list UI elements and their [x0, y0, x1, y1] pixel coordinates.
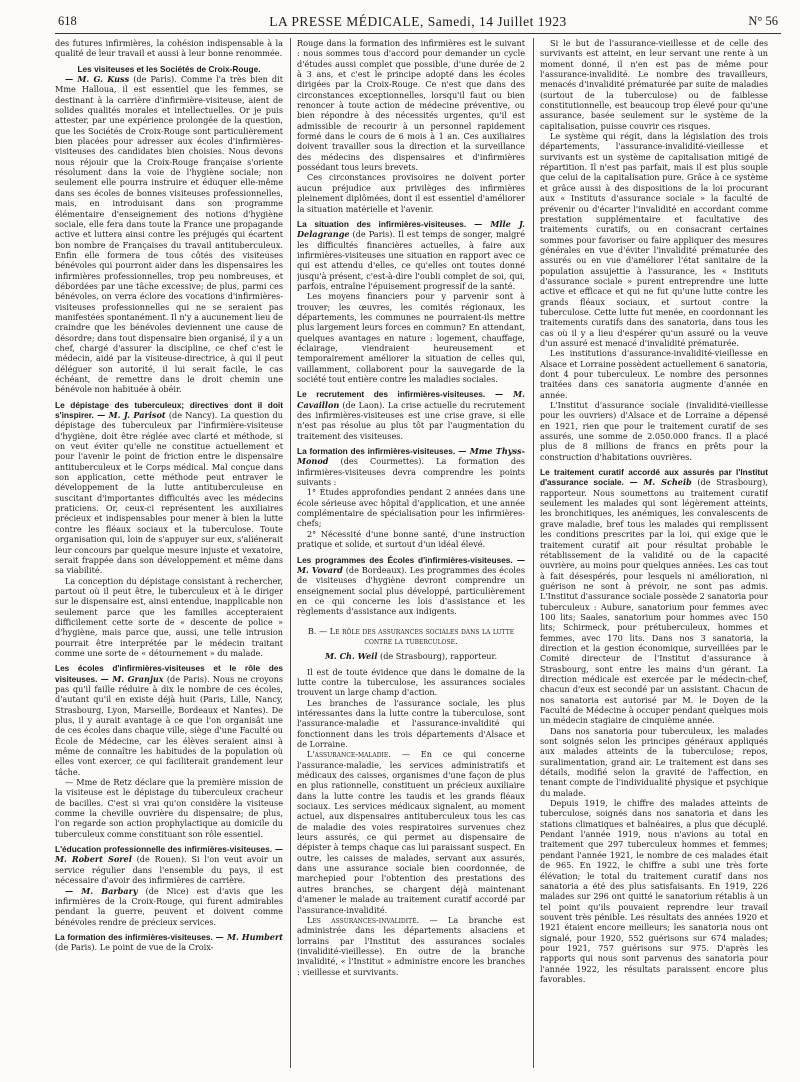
- paragraph: Si le but de l'assurance-vieillesse et de celle des survivants est atteint, en leur servant une rente à un moment donné, il n'en est pas de même pour l'assurance-invalidité. Le nombre des travailleurs, menacés d'invalidité prématurée par suite de maladies (surtout de la tuberculose) ou de faiblesse constitutionnelle, est beaucoup trop élevé pour qu'une assurance, basée seulement sur le système de la capitalisation, puisse couvrir ces risques.: [540, 38, 768, 131]
- journal-title: LA PRESSE MÉDICALE, Samedi, 14 Juillet 1923: [269, 14, 567, 29]
- paragraph: — M. G. Kuss (de Paris). Comme l'a très bien dit Mme Halloua, il est essentiel que les femmes, se destinant à la carrière d'infirmière-visiteuse, aient de solides qualités morales et intellectuelles. Or je puis attester, par une expérience prolongée de la question, que les Sociétés de Croix-Rouge sont particulièrement bien placées pour adresser aux écoles d'infirmières-visiteuses des candidates bien choisies. Nous devons nous réjouir que la Croix-Rouge française s'oriente résolument dans la voie de l'hygiène sociale; non seulement elle pourra instruire et éduquer elle-même dans ses écoles de bonnes visiteuses professionnelles, mais, en introduisant dans son programme élémentaire d'enseignement des notions d'hygiène sociale, elle fera dans toute la France une propagande active et luttera ainsi contre les préjugés qui écartent bon nombre de Françaises du travail antituberculeux. Enfin elle formera de tous côtés des visiteuses bénévoles qui pourront aider dans les dispensaires les infirmières professionnelles, trop peu nombreuses, et débordées par une tâche excessive; de plus, parmi ces bénévoles, on verra éclore des vocations d'infirmières-visiteuses professionnelles qui ne se seraient pas manifestées spontanément. Il n'y a aucunement lieu de craindre que les bénévoles deviennent une cause de désordre; dans tout dispensaire bien organisé, il y a un chef, chargé d'assurer la discipline, ce chef c'est le médecin, aidé par la visiteuse-directrice, à qui il peut déléguer son autorité, il lui serait facile, le cas échéant, de remettre dans le droit chemin une bénévole non habituée à obéir.: [55, 74, 283, 395]
- rapporteur-line: M. Ch. Weil (de Strasbourg), rapporteur.: [324, 651, 498, 662]
- paragraph: Les écoles d'infirmières-visiteuses et le rôle des visiteuses. — M. Granjux (de Paris). Nous ne croyons pas qu'il faille réduire à dix le nombre de ces écoles, d'autant qu'il en existe déjà huit (Paris, Lille, Nancy, Strasbourg, Lyon, Marseille, Bordeaux et Nantes). De plus, il y aurait avantage à ce que l'on organisât une de ces écoles dans chaque ville, siège d'une Faculté ou École de Médecine, car les élèves seraient ainsi à même de connaître les habitudes de la population où elles vont exercer, ce qui faciliterait grandement leur tâche.: [55, 663, 283, 777]
- paragraph: — M. Barbary (de Nice) est d'avis que les infirmières de la Croix-Rouge, qui furent admirables pendant la guerre, peuvent et doivent comme bénévoles rendre de précieux services.: [55, 885, 283, 927]
- paragraph: Le recrutement des infirmières-visiteuses. — M. Cavaillon (de Laon). La crise actuelle du recrutement des infirmières-visiteuses est une crise grave, si elle n'est pas résolue au plus tôt par l'augmentation du traitement des visiteuses.: [297, 389, 525, 441]
- paragraph: Il est de toute évidence que dans le domaine de la lutte contre la tuberculose, les assurances sociales trouvent un large champ d'action.: [297, 666, 525, 698]
- list-item: 1° Études approfondies pendant 2 années dans une école sérieuse avec hôpital d'application, et une année complémentaire de spécialisation pour les infirmières-chefs;: [297, 487, 525, 529]
- paragraph: Les moyens financiers pour y parvenir sont à trouver; les œuvres, les comités régionaux, les départements, les communes ne pourraient-ils mettre plus largement leurs forces en commun? En attendant, quelques avantages en nature : logement, chauffage, éclairage, viendraient heureusement et temporairement améliorer la situation de celles qui, vaillamment, collaborent pour la sauvegarde de la société tout entière contre les maladies sociales.: [297, 291, 525, 384]
- paragraph: Les programmes des Écoles d'infirmières-visiteuses. — M. Vovard (de Bordeaux). Les programmes des écoles de visiteuses d'hygiène devront comprendre un enseignement social plus développé, particulièrement en ce qui concerne les lois d'assistance et les règlements d'assistance aux indigents.: [297, 554, 525, 617]
- paragraph: La formation des infirmières-visiteuses. — Mme Thyss-Monod (des Courmettes). La formation des infirmières-visiteuses devra comprendre les points suivants :: [297, 446, 525, 488]
- section: [297, 219, 525, 385]
- list-item: 2° Nécessité d'une bonne santé, d'une instruction pratique et solide, et surtout d'un idéal élevé.: [297, 528, 525, 550]
- section: [297, 446, 525, 549]
- paragraph: Depuis 1919, le chiffre des malades atteints de tuberculose, soignés dans nos sanatoria et dans les stations climatiques et balnéaires, a plus que décuplé. Pendant l'année 1919, nous n'avions au total en traitement que 297 tuberculeux hommes et femmes; pendant l'année 1921, le nombre de ces malades était de 965. En 1922, le chiffre a subi une très forte élévation; le total du traitement curatif dans nos sanatoria a été des plus satisfaisants. En 1919, 226 malades sur 296 ont quitté le sanatorium rétablis à un tel point qu'ils pouvaient reprendre leur travail souvent très pénible. Les résultats des années 1920 et 1921 étaient encore meilleurs; les sanatoria nous ont signalé, pour 1920, 552 guérisons sur 674 malades; pour 1921, 757 guérisons sur 975. D'après les rapports qui nous sont parvenus des sanatoria pour l'année 1922, les résultats paraissent encore plus favorables.: [540, 798, 768, 984]
- page-number: 618: [58, 14, 77, 28]
- paragraph: Les branches de l'assurance sociale, les plus intéressantes dans la lutte contre la tuberculose, sont l'assurance-maladie et l'assurance-invalidité qui fonctionnent dans les trois départements d'Alsace et de Lorraine.: [297, 697, 525, 749]
- paragraph: L'assurance-maladie. — En ce qui concerne l'assurance-maladie, les services administratifs et médicaux des caisses, organismes d'une façon de plus en plus rationnelle, constituent un précieux auxiliaire dans la lutte contre les taudis et les grands fléaux sociaux. Les services médicaux signalent, au moment actuel, aux dispensaires antituberculeux tous les cas de maladie des voies respiratoires survenues chez leurs assurés, ce qui permet au dispensaire de dépister à temps chaque cas lui paraissant suspect. En outre, les caisses de malades, servant aux assurés, dans une assurance sociale bien coordonnée, de marchepied pour l'obtention des prestations des autres branches, se chargent déjà maintenant d'amener le malade au traitement curatif accordé par l'assurance-invalidité.: [297, 749, 525, 915]
- section: [297, 626, 525, 977]
- section-heading: Les visiteuses et les Sociétés de Croix-Rouge.: [77, 63, 261, 74]
- paragraph: Dans nos sanatoria pour tuberculeux, les malades sont soignés selon les principes généraux appliqués aux malades atteints de la tuberculose; repos, suralimentation, grand air. Le traitement est dans ses détails, modifié selon la gravité de l'affection, en tenant compte de l'individualité physique et psychique du malade.: [540, 725, 768, 798]
- section: [55, 663, 283, 839]
- paragraph: Le traitement curatif accordé aux assurés par l'Institut d'assurance sociale. — M. Scheib (de Strasbourg), rapporteur. Nous soumettons au traitement curatif seulement les malades qui sont légèrement atteints, les bronchitiques, les anémiques, les convalescents de grave maladie, bref tous les malades qui remplissent les conditions prescrites par la loi, qui exige que le traitement curatif ait pour résultat probable le rétablissement de la validité ou de la capacité ouvrière, au moins pour quelques années. Les cas tout à fait désespérés, pour lesquels ni amélioration, ni guérison ne sont à prévoir, ne sont pas admis. L'Institut d'assurance sociale possède 2 sanatoria pour tuberculeux : Aubure, sanatorium pour femmes avec 100 lits; Saales, sanatorium pour hommes avec 150 lits; Schirmeck, pour prétuberculeux, hommes et femmes, avec 170 lits. Dans nos 3 sanatoria, la direction et la gestion économique, surveillées par le Comité directeur de l'Institut d'assurance à Strasbourg, sont entre les mains d'un gérant. La direction médicale est exercée par le médecin-chef, chacun d'eux est secondé par un assistant. Chacun de nos sanatoria est autorisé par M. le Doyen de la Faculté de Médecine à occuper pendant quelques mois un médecin stagiaire de cinquième année.: [540, 467, 768, 726]
- paragraph: — Mme de Retz déclare que la première mission de la visiteuse est le dépistage du tuberculeux cracheur de bacilles. C'est si vrai qu'on considère la visiteuse comme la cheville ouvrière du dispensaire; de plus, l'on regarde son action prophylactique au domicile du tuberculeux comme constituant son rôle essentiel.: [55, 777, 283, 839]
- issue-number: N° 56: [748, 14, 778, 28]
- section: [55, 64, 283, 395]
- section: [55, 400, 283, 659]
- column-divider: [290, 38, 291, 1068]
- section: [297, 389, 525, 441]
- header-rule: [55, 33, 781, 34]
- column-3: [540, 38, 768, 1068]
- paragraph: Rouge dans la formation des infirmières est le suivant : nous sommes tous d'accord pour demander un cycle d'études aussi complet que possible, d'une durée de 2 à 3 ans, et c'est le principe adopté dans les écoles dirigées par la Croix-Rouge. Ce n'est que dans des circonstances exceptionnelles, lorsqu'il faut ou bien renoncer à toute action de médecine préventive, ou bien répondre à des nécessités urgentes, qu'il est admissible de recourir à un personnel rapidement formé dans le cours de 6 mois à 1 an. Ces auxiliaires doivent travailler sous la direction et la surveillance des médecins des dispensaires et d'infirmières possédant tous leurs brevets.: [297, 38, 525, 173]
- paragraph: Les assurances-invalidité. — La branche est administrée dans les départements alsaciens et lorrains par l'Institut des assurances sociales (invalidité-vieillesse). En outre de la branche invalidité, « l'Institut » administre encore les branches : vieillesse et survivants.: [297, 914, 525, 977]
- section: [540, 467, 768, 984]
- paragraph: La conception du dépistage consistant à rechercher, partout où il peut être, le tuberculeux et à le diriger sur le dispensaire est, ainsi entendue, inapplicable non seulement parce que les familles accepteraient difficilement cette sorte de « descente de police » d'hygiène, mais parce que, aussi, une telle intrusion pourrait être interprétée par le médecin traitant comme une sorte de « détournement » du malade.: [55, 575, 283, 658]
- column-1: [55, 38, 283, 1068]
- section: [297, 555, 525, 617]
- paragraph: Les institutions d'assurance-invalidité-vieillesse en Alsace et Lorraine possèdent actuellement 6 sanatoria, dont 4 pour tuberculeux. Le nombre des personnes traitées dans ces sanatoria augmente d'année en année.: [540, 348, 768, 400]
- section: [55, 932, 283, 953]
- section-heading: B. — Le rôle des assurances sociales dans la lutte contre la tuberculose.: [307, 625, 515, 646]
- paragraph: La situation des infirmières-visiteuses. — Mlle J. Delagrange (de Paris). Il est temps de songer, malgré les difficultés financières actuelles, à faire aux infirmières-visiteuses une situation en rapport avec ce qui est attendu d'elles, ce qu'elles ont toutes donné jusqu'à présent, c'est-à-dire l'oubli complet de soi, qui, parfois, entraîne l'épuisement progressif de la santé.: [297, 218, 525, 291]
- page-header: [58, 14, 778, 34]
- paragraph: Le dépistage des tuberculeux; directives dont il doit s'inspirer. — M. J. Parisot (de Nancy). La question du dépistage des tuberculeux par l'infirmière-visiteuse d'hygiène, doit être réglée avec clarté et méthode, si on veut éviter qu'elle ne constitue actuellement et pour l'avenir le point de friction entre le dispensaire antituberculeux et le Corps médical. Mal conçue dans son application, cette méthode peut entraver le développement de la lutte antituberculeuse en suscitant d'importantes difficultés avec les médecins praticiens. Or, ceux-ci représentent les auxiliaires précieux et indispensables pour mener à bien la lutte contre les fléaux sociaux et la tuberculose. Toute organisation qui, loin de s'appuyer sur eux, s'aliénerait leur concours par quelque mesure injuste et vexatoire, serait frappée dans son développement et même dans sa viabilité.: [55, 399, 283, 576]
- paragraph: L'Institut d'assurance sociale (invalidité-vieillesse pour les ouvriers) d'Alsace et de Lorraine a dépensé en 1921, rien que pour le traitement curatif de ses assurés, une somme de 2.050.000 francs. Il a placé plus de 8 millions de francs en prêts pour la construction d'habitations ouvrières.: [540, 400, 768, 462]
- column-divider: [533, 38, 534, 1068]
- section: [55, 844, 283, 927]
- paragraph: L'éducation professionnelle des infirmières-visiteuses. — M. Robert Sorel (de Rouen). Si l'on veut avoir un service régulier dans l'ensemble du pays, il est nécessaire d'avoir des infirmières de carrière.: [55, 844, 283, 886]
- paragraph: La formation des infirmières-visiteuses. — M. Humbert (de Paris). Le point de vue de la Croix-: [55, 931, 283, 953]
- paragraph: Le système qui régit, dans la législation des trois départements, l'assurance-invalidité-vieillesse et survivants est un système de capitalisation mitigé de répartition. Il n'est pas parfait, mais il est plus souple que celui de la capitalisation pure. Grâce à ce système et grâce aussi à des dispositions de la loi procurant aux « Instituts d'assurance sociale » la faculté de prévenir ou d'écarter l'invalidité en accordant comme prestation supplémentaire et facultative des traitements curatifs, ou en consacrant certaines sommes pour favoriser ou faire appliquer des mesures générales en vue d'éviter l'invalidité prématurée des assurés ou en vue d'améliorer l'état sanitaire de la population assujettie à l'assurance, les « Instituts d'assurance sociale » purent entreprendre une lutte active et efficace et qui ne fut qu'une lutte contre les grands fléaux sociaux, et surtout contre la tuberculose. Cette lutte fut menée, en coordonnant les traitements curatifs dans des sanatoria, dans tous les cas où il y a lieu d'espérer qu'un assuré ou la veuve d'un assuré est menacé d'invalidité prématurée.: [540, 131, 768, 348]
- paragraph: des futures infirmières, la cohésion indispensable à la qualité de leur travail et aussi à leur bonne renommée.: [55, 38, 283, 59]
- paragraph: Ces circonstances provisoires ne doivent porter aucun préjudice aux privilèges des infirmières pleinement diplômées, dont il est essentiel d'améliorer la situation matérielle et l'avenir.: [297, 172, 525, 214]
- column-2: [297, 38, 525, 1068]
